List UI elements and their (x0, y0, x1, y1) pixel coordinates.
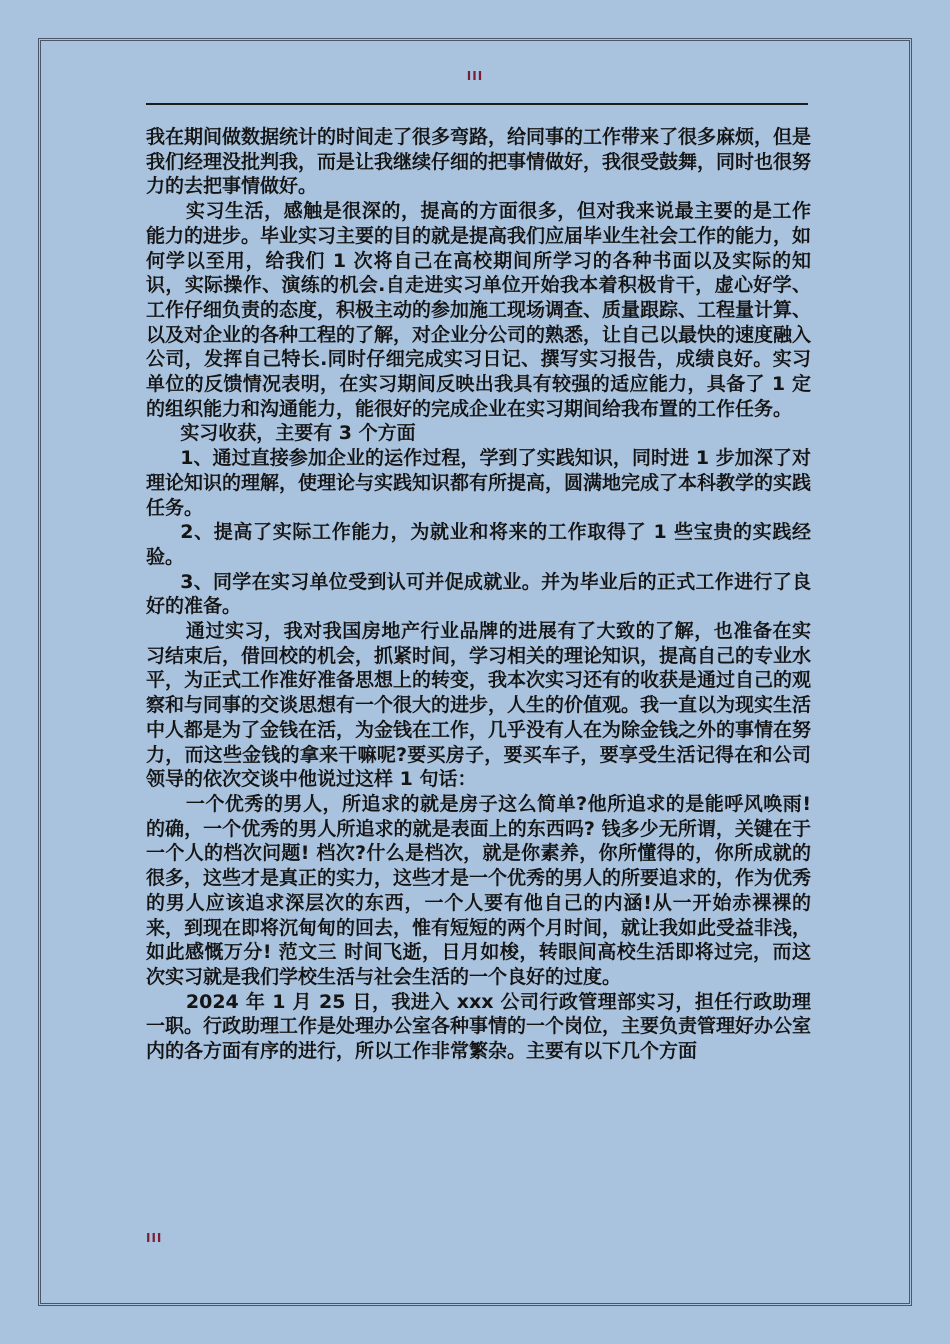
list-item: 3、同学在实习单位受到认可并促成就业。并为毕业后的正式工作进行了良好的准备。 (146, 570, 811, 618)
header-mark: III (466, 69, 484, 83)
paragraph: 我在期间做数据统计的时间走了很多弯路，给同事的工作带来了很多麻烦，但是我们经理没批判我，而是让我继续仔细的把事情做好，我很受鼓舞，同时也很努力的去把事情做好。 (146, 126, 812, 198)
footer-mark: III (146, 1231, 163, 1245)
list-item: 2、提高了实际工作能力，为就业和将来的工作取得了 1 些宝贵的实践经验。 (146, 521, 811, 568)
paragraph: 一个优秀的男人，所追求的就是房子这么简单?他所追求的是能呼风唤雨! 的确，一个优秀的男人所追求的就是表面上的东西吗? 钱多少无所谓，关键在于一个人的档次问题! 档次?什么是档次，就是你素养，你所懂得的，你所成就的 很多，这些才是真正的实力，这些才是一个优秀的男人的所要追求的，作为优秀的男人应该追求深层次的东西，一个人要有他自己的内涵!从一开始赤裸裸的来，到现在即将沉甸甸的回去，惟有短短的两个月时间，就让我如此受益非浅，如此感慨万分! 范文三 时间飞逝，日月如梭，转眼间高校生活即将过完，而这次实习就是我们学校生活与社会生活的一个良好的过度。 (146, 792, 812, 988)
list-item: 1、通过直接参加企业的运作过程，学到了实践知识，同时进 1 步加深了对理论知识的理解，使理论与实践知识都有所提高，圆满地完成了本科教学的实践任务。 (146, 447, 812, 519)
header-divider (146, 103, 808, 105)
page-frame (38, 38, 912, 1306)
paragraph: 2024 年 1 月 25 日，我进入 xxx 公司行政管理部实习，担任行政助理一职。行政助理工作是处理办公室各种事情的一个岗位，主要负责管理好办公室内的各方面有序的进行，所以工作非常繁杂。主要有以下几个方面 (146, 990, 812, 1063)
section-heading: 实习收获，主要有 3 个方面 (180, 422, 416, 445)
paragraph: 实习生活，感触是很深的，提高的方面很多，但对我来说最主要的是工作能力的进步。毕业实习主要的目的就是提高我们应届毕业生社会工作的能力，如何学以至用，给我们 1 次将自己在高校期间所学习的各种书面以及实际的知识，实际操作、演练的机会.自走进实习单位开始我本着积极肯干，虚心好学、工作仔细负责的态度，积极主动的参加施工现场调查、质量跟踪、工程量计算、以及对企业的各种工程的了解，对企业分公司的熟悉，让自己以最快的速度融入公司，发挥自己特长.同时仔细完成实习日记、撰写实习报告，成绩良好。实习单位的反馈情况表明，在实习期间反映出我具有较强的适应能力，具备了 1 定的组织能力和沟通能力，能很好的完成企业在实习期间给我布置的工作任务。 (146, 200, 812, 420)
paragraph: 通过实习，我对我国房地产行业品牌的进展有了大致的了解，也准备在实习结束后，借回校的机会，抓紧时间，学习相关的理论知识，提高自己的专业水平，为正式工作准好准备思想上的转变，我本次实习还有的收获是通过自己的观察和与同事的交谈思想有一个很大的进步，人生的价值观。我一直以为现实生活中人都是为了金钱在活，为金钱在工作，几乎没有人在为除金钱之外的事情在努力，而这些金钱的拿来干嘛呢?要买房子，要买车子，要享受生活记得在和公司领导的依次交谈中他说过这样 1 句话： (146, 620, 812, 791)
document-body (146, 125, 811, 1064)
